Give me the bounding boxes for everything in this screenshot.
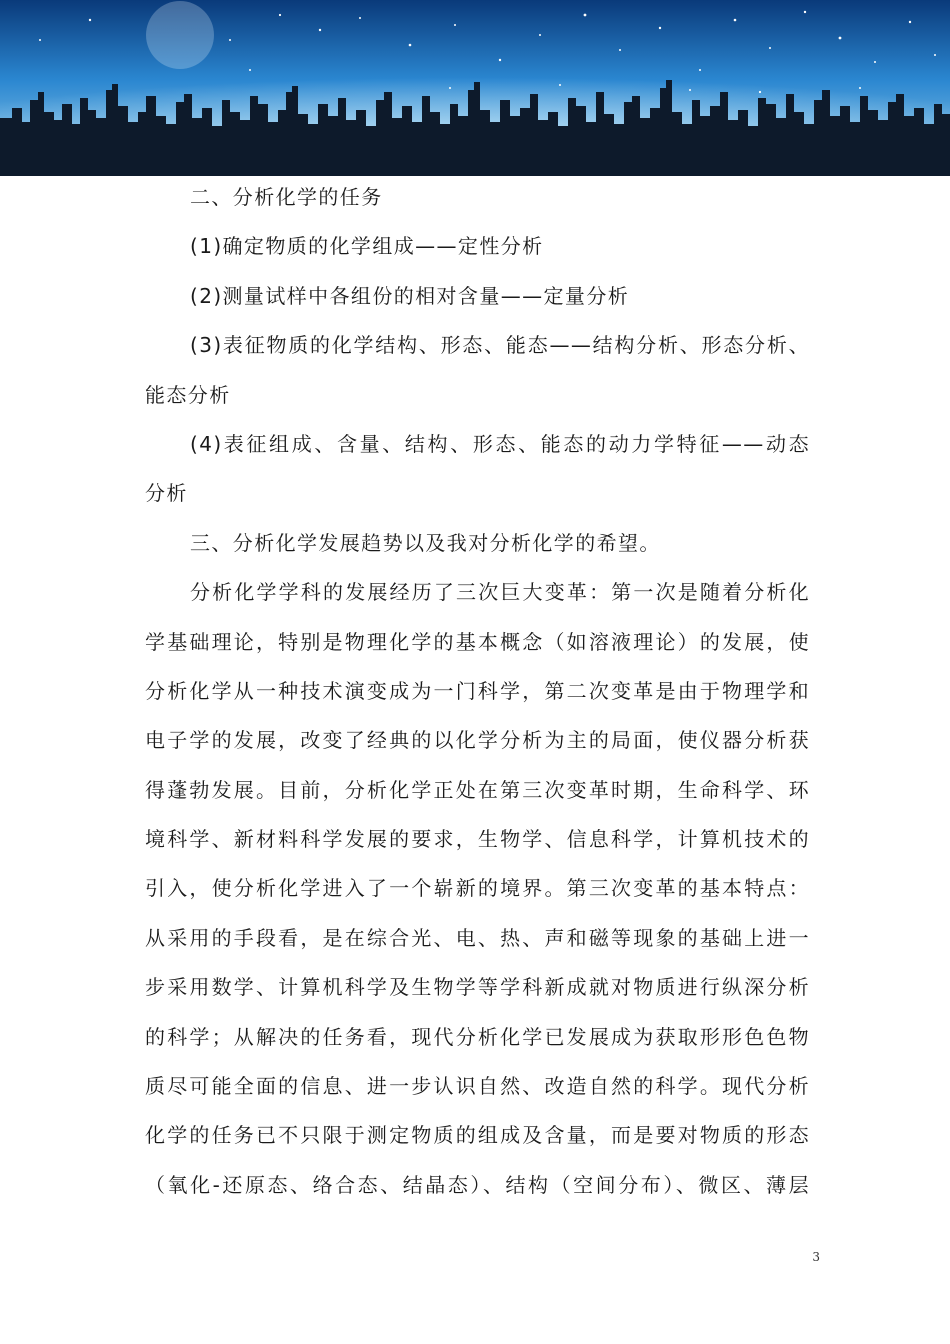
paragraph-line: 分析化学从一种技术演变成为一门科学，第二次变革是由于物理学和: [145, 678, 810, 703]
paragraph-line: 境科学、新材料科学发展的要求，生物学、信息科学，计算机技术的: [145, 827, 810, 852]
paragraph-line: 电子学的发展，改变了经典的以化学分析为主的局面，使仪器分析获: [145, 728, 810, 753]
list-item: (4)表征组成、含量、结构、形态、能态的动力学特征——动态: [190, 431, 810, 456]
list-item-continuation: 分析: [145, 481, 188, 506]
night-skyline-illustration: [0, 0, 950, 176]
paragraph-line: 步采用数学、计算机科学及生物学等学科新成就对物质进行纵深分析: [145, 975, 810, 1000]
crescent-moon-icon: [146, 1, 214, 69]
list-item: (2)测量试样中各组份的相对含量——定量分析: [190, 283, 630, 308]
list-item: (3)表征物质的化学结构、形态、能态——结构分析、形态分析、: [190, 333, 810, 358]
paragraph-line: 的科学；从解决的任务看，现代分析化学已发展成为获取形形色色物: [145, 1024, 810, 1049]
paragraph-line: 得蓬勃发展。目前，分析化学正处在第三次变革时期，生命科学、环: [145, 777, 810, 802]
paragraph-line: 学基础理论，特别是物理化学的基本概念（如溶液理论）的发展，使: [145, 629, 810, 654]
section-heading-2: 二、分析化学的任务: [190, 185, 383, 209]
header-banner: [0, 0, 950, 176]
list-item-continuation: 能态分析: [145, 382, 231, 407]
paragraph-line: 质尽可能全面的信息、进一步认识自然、改造自然的科学。现代分析: [145, 1074, 810, 1099]
section-heading-3: 三、分析化学发展趋势以及我对分析化学的希望。: [190, 530, 661, 555]
paragraph-line: 分析化学学科的发展经历了三次巨大变革：第一次是随着分析化: [190, 580, 810, 605]
document-body: [145, 173, 810, 1210]
paragraph-line: （氧化-还原态、络合态、结晶态）、结构（空间分布）、微区、薄层: [145, 1172, 810, 1197]
list-item: (1)确定物质的化学组成——定性分析: [190, 234, 544, 259]
paragraph-line: 引入，使分析化学进入了一个崭新的境界。第三次变革的基本特点：: [145, 876, 810, 901]
page-number: 3: [812, 1250, 820, 1264]
paragraph-line: 化学的任务已不只限于测定物质的组成及含量，而是要对物质的形态: [145, 1123, 810, 1148]
paragraph-line: 从采用的手段看，是在综合光、电、热、声和磁等现象的基础上进一: [145, 925, 810, 950]
